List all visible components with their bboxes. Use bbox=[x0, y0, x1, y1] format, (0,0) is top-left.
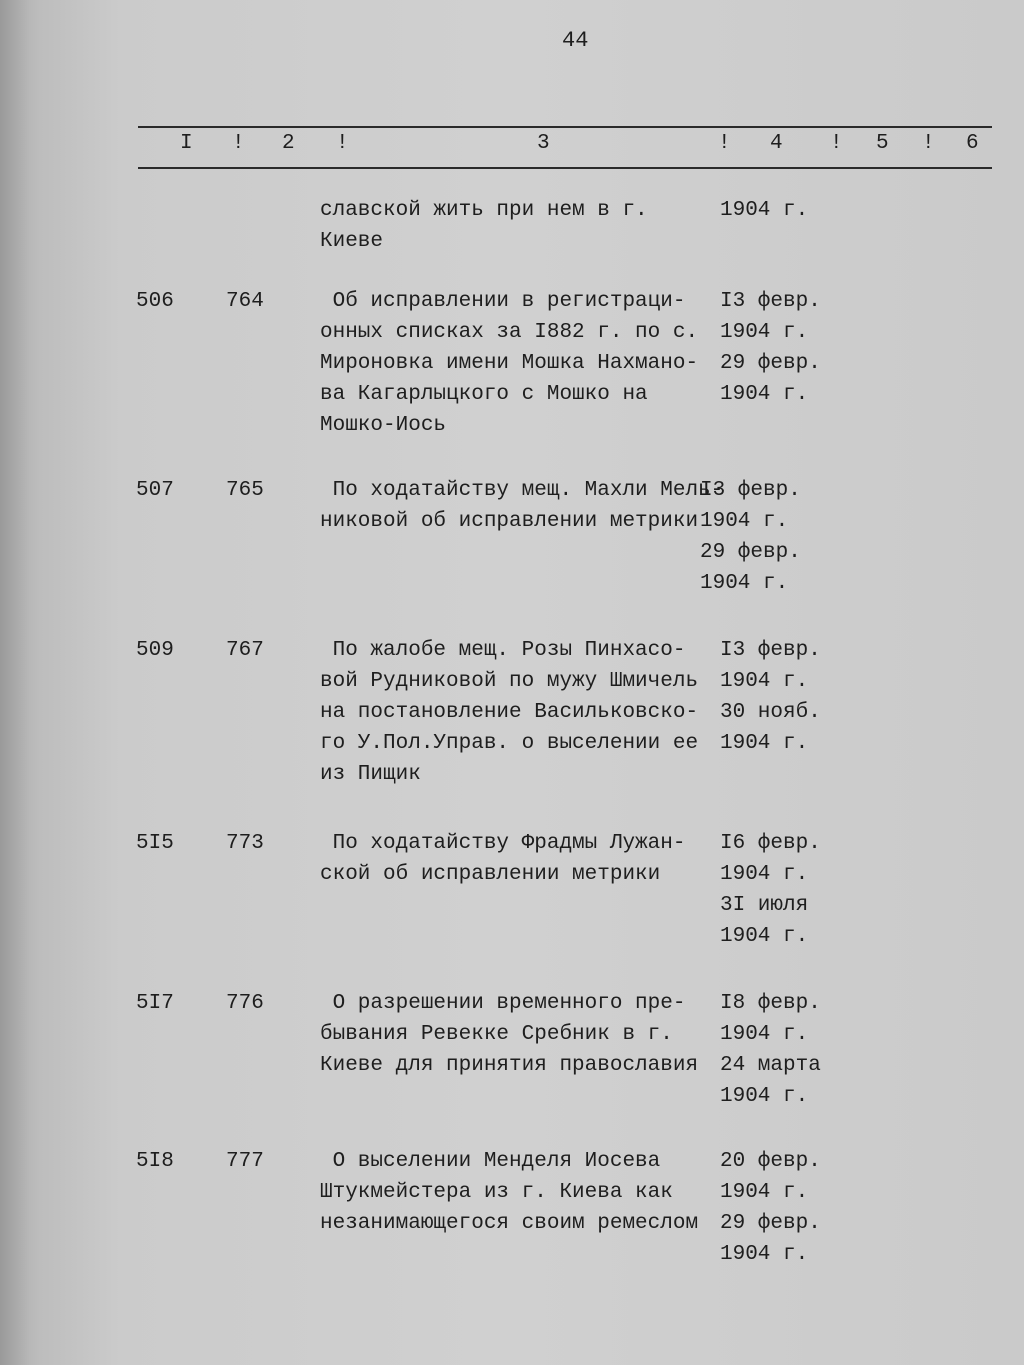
date-line: I8 февр. bbox=[720, 992, 821, 1015]
col-header-2: 2 bbox=[282, 132, 295, 155]
entry-description bbox=[320, 1146, 698, 1239]
col-header-6: 6 bbox=[966, 132, 979, 155]
date-line: 1904 г. bbox=[720, 199, 809, 222]
entry-number: 506 bbox=[136, 290, 174, 313]
description-line: Мошко-Иось bbox=[320, 414, 447, 437]
file-number: 765 bbox=[226, 479, 264, 502]
entry-description bbox=[320, 286, 698, 441]
date-line: I3 февр. bbox=[720, 290, 821, 313]
date-line: 1904 г. bbox=[720, 321, 809, 344]
col-header-5: 5 bbox=[876, 132, 889, 155]
date-line: 1904 г. bbox=[720, 1181, 809, 1204]
description-line: никовой об исправлении метрики bbox=[320, 510, 699, 533]
entry-dates bbox=[720, 286, 821, 410]
entry-description bbox=[320, 988, 698, 1081]
description-line: О разрешении временного пре- bbox=[320, 992, 686, 1015]
date-line: 1904 г. bbox=[720, 383, 809, 406]
description-line: ва Кагарлыцкого с Мошко на bbox=[320, 383, 648, 406]
date-line: 1904 г. bbox=[720, 863, 809, 886]
entry-dates bbox=[720, 635, 821, 759]
entry-description bbox=[320, 635, 698, 790]
description-line: О выселении Менделя Иосева bbox=[320, 1150, 661, 1173]
date-line: I3 февр. bbox=[700, 479, 801, 502]
entry-dates bbox=[720, 195, 808, 226]
description-line: ской об исправлении метрики bbox=[320, 863, 661, 886]
date-line: 29 февр. bbox=[720, 352, 821, 375]
col-header-3: 3 bbox=[537, 132, 550, 155]
date-line: 1904 г. bbox=[720, 925, 809, 948]
file-number: 777 bbox=[226, 1150, 264, 1173]
date-line: I6 февр. bbox=[720, 832, 821, 855]
date-line: 1904 г. bbox=[720, 732, 809, 755]
entry-dates bbox=[720, 988, 821, 1112]
entry-number: 5I5 bbox=[136, 832, 174, 855]
col-header-1: I bbox=[180, 132, 193, 155]
entry-description bbox=[320, 195, 648, 257]
file-number: 776 bbox=[226, 992, 264, 1015]
description-line: Мироновка имени Мошка Нахмано- bbox=[320, 352, 699, 375]
description-line: на постановление Васильковско- bbox=[320, 701, 699, 724]
date-line: 1904 г. bbox=[720, 1085, 809, 1108]
header-top-rule bbox=[138, 126, 992, 128]
header-bottom-rule bbox=[138, 167, 992, 169]
col-separator: ! bbox=[830, 132, 843, 155]
col-separator: ! bbox=[718, 132, 731, 155]
entry-dates bbox=[720, 828, 821, 952]
date-line: 29 февр. bbox=[720, 1212, 821, 1235]
date-line: 29 февр. bbox=[700, 541, 801, 564]
entry-number: 5I8 bbox=[136, 1150, 174, 1173]
description-line: Об исправлении в регистраци- bbox=[320, 290, 686, 313]
binding-fold bbox=[0, 0, 30, 1365]
date-line: 1904 г. bbox=[720, 670, 809, 693]
description-line: незанимающегося своим ремеслом bbox=[320, 1212, 699, 1235]
description-line: Киеве для принятия православия bbox=[320, 1054, 699, 1077]
description-line: По ходатайству мещ. Махли Мель- bbox=[320, 479, 724, 502]
description-line: вой Рудниковой по мужу Шмичель bbox=[320, 670, 699, 693]
col-separator: ! bbox=[232, 132, 245, 155]
col-separator: ! bbox=[336, 132, 349, 155]
entry-description bbox=[320, 828, 685, 890]
entry-dates bbox=[720, 1146, 821, 1270]
file-number: 773 bbox=[226, 832, 264, 855]
date-line: 1904 г. bbox=[720, 1243, 809, 1266]
description-line: Киеве bbox=[320, 230, 384, 253]
date-line: 20 февр. bbox=[720, 1150, 821, 1173]
file-number: 767 bbox=[226, 639, 264, 662]
col-header-4: 4 bbox=[770, 132, 783, 155]
date-line: 30 нояб. bbox=[720, 701, 821, 724]
entry-number: 5I7 bbox=[136, 992, 174, 1015]
date-line: I3 февр. bbox=[720, 639, 821, 662]
file-number: 764 bbox=[226, 290, 264, 313]
description-line: из Пищик bbox=[320, 763, 421, 786]
entry-description bbox=[320, 475, 723, 537]
date-line: 1904 г. bbox=[720, 1023, 809, 1046]
description-line: По ходатайству Фрадмы Лужан- bbox=[320, 832, 686, 855]
description-line: го У.Пол.Управ. о выселении ее bbox=[320, 732, 699, 755]
entry-number: 509 bbox=[136, 639, 174, 662]
date-line: 24 марта bbox=[720, 1054, 821, 1077]
col-separator: ! bbox=[922, 132, 935, 155]
entry-dates bbox=[700, 475, 801, 599]
date-line: 1904 г. bbox=[700, 510, 789, 533]
description-line: славской жить при нем в г. bbox=[320, 199, 648, 222]
description-line: Штукмейстера из г. Киева как bbox=[320, 1181, 673, 1204]
description-line: бывания Ревекке Сребник в г. bbox=[320, 1023, 673, 1046]
date-line: 1904 г. bbox=[700, 572, 789, 595]
page-number: 44 bbox=[562, 28, 589, 53]
description-line: онных списках за I882 г. по с. bbox=[320, 321, 699, 344]
description-line: По жалобе мещ. Розы Пинхасо- bbox=[320, 639, 686, 662]
date-line: 3I июля bbox=[720, 894, 809, 917]
entry-number: 507 bbox=[136, 479, 174, 502]
